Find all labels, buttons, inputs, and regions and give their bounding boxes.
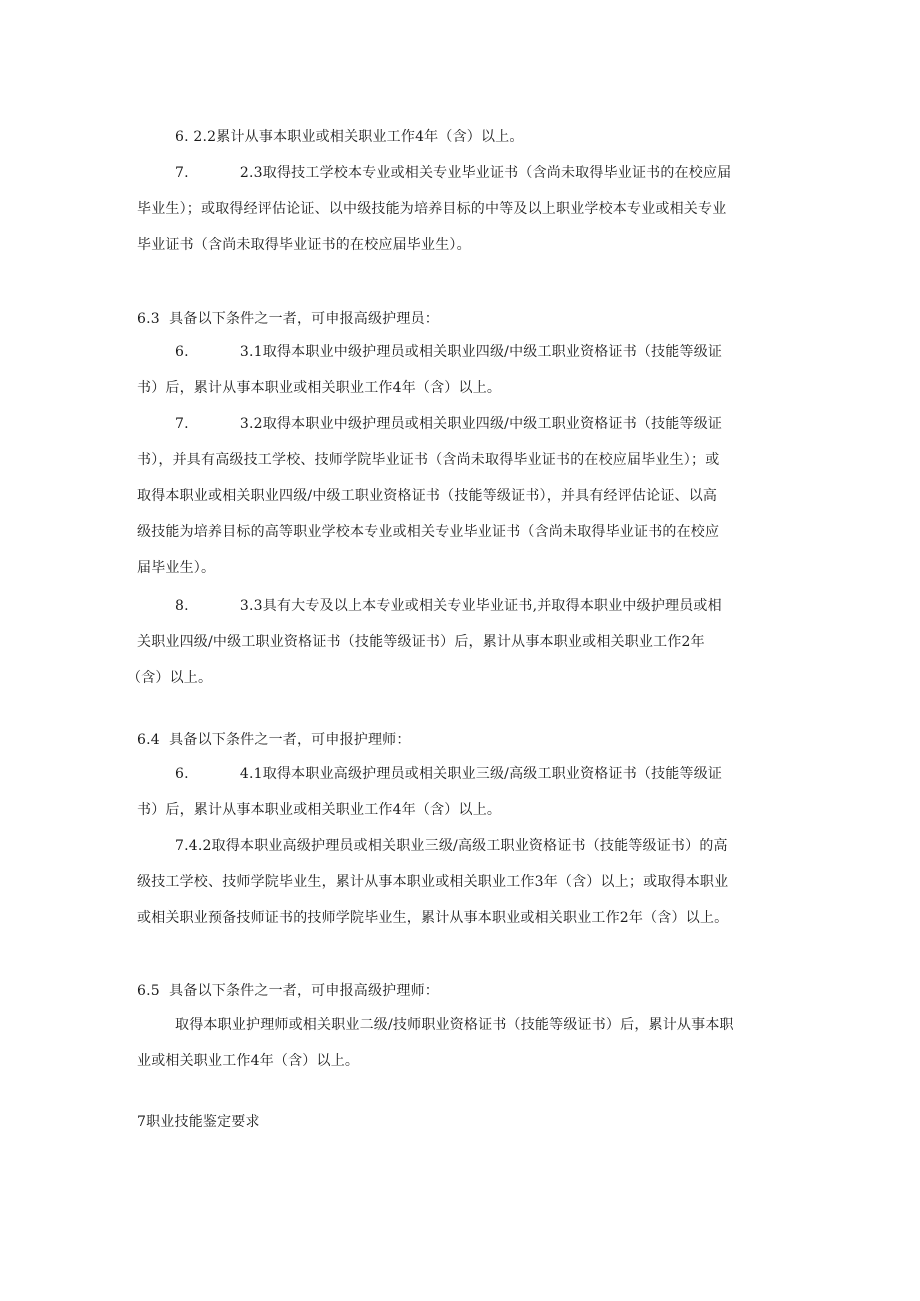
item-6-3-3-line-3: （含）以上。 xyxy=(127,670,213,686)
item-6-4-1-line-1: 6. 4.1取得本职业高级护理员或相关职业三级/高级工职业资格证书（技能等级证 xyxy=(175,766,723,782)
section-6-5-line-2: 业或相关职业工作4年（含）以上。 xyxy=(137,1053,360,1069)
item-6-3-1-line-1: 6. 3.1取得本职业中级护理员或相关职业四级/中级工职业资格证书（技能等级证 xyxy=(175,344,723,360)
item-6-3-2-line-2: 书），并具有高级技工学校、技师学院毕业证书（含尚未取得毕业证书的在校应届毕业生）；或 xyxy=(137,452,720,468)
item-6-4-1-line-2: 书）后，累计从事本职业或相关职业工作4年（含）以上。 xyxy=(137,802,502,818)
section-6-5-heading: 6.5 具备以下条件之一者，可申报高级护理师： xyxy=(137,983,439,999)
section-6-3-heading: 6.3 具备以下条件之一者，可申报高级护理员： xyxy=(137,311,439,327)
item-6-4-2-line-2: 级技工学校、技师学院毕业生，累计从事本职业或相关职业工作3年（含）以上；或取得本职业 xyxy=(137,874,729,890)
item-6-3-2-line-3: 取得本职业或相关职业四级/中级工职业资格证书（技能等级证书），并具有经评估论证、以高 xyxy=(137,488,718,504)
item-6-3-2-line-5: 届毕业生）。 xyxy=(137,560,216,576)
item-6-4-2-line-1: 7.4.2取得本职业高级护理员或相关职业三级/高级工职业资格证书（技能等级证书）的高 xyxy=(175,838,728,854)
item-6-4-2-line-3: 或相关职业预备技师证书的技师学院毕业生，累计从事本职业或相关职业工作2年（含）以上。 xyxy=(137,910,729,926)
item-6-3-3-line-1: 8. 3.3具有大专及以上本专业或相关专业毕业证书,并取得本职业中级护理员或相 xyxy=(175,598,722,614)
item-6-2-3-line-1: 7. 2.3取得技工学校本专业或相关专业毕业证书（含尚未取得毕业证书的在校应届 xyxy=(175,165,732,181)
item-6-2-3-line-3: 毕业证书（含尚未取得毕业证书的在校应届毕业生）。 xyxy=(137,237,471,253)
section-6-5-line-1: 取得本职业护理师或相关职业二级/技师职业资格证书（技能等级证书）后，累计从事本职 xyxy=(175,1017,734,1033)
section-6-4-heading: 6.4 具备以下条件之一者，可申报护理师： xyxy=(137,732,411,748)
item-6-3-3-line-2: 关职业四级/中级工职业资格证书（技能等级证书）后，累计从事本职业或相关职业工作2年 xyxy=(137,634,705,650)
item-6-3-1-line-2: 书）后，累计从事本职业或相关职业工作4年（含）以上。 xyxy=(137,380,502,396)
item-6-2-2: 6. 2.2累计从事本职业或相关职业工作4年（含）以上。 xyxy=(175,129,524,145)
section-7-heading: 7职业技能鉴定要求 xyxy=(137,1114,260,1130)
item-6-3-2-line-4: 级技能为培养目标的高等职业学校本专业或相关专业毕业证书（含尚未取得毕业证书的在校应 xyxy=(137,524,720,540)
item-6-2-3-line-2: 毕业生）；或取得经评估论证、以中级技能为培养目标的中等及以上职业学校本专业或相关专业 xyxy=(137,201,727,217)
item-6-3-2-line-1: 7. 3.2取得本职业中级护理员或相关职业四级/中级工职业资格证书（技能等级证 xyxy=(175,416,723,432)
